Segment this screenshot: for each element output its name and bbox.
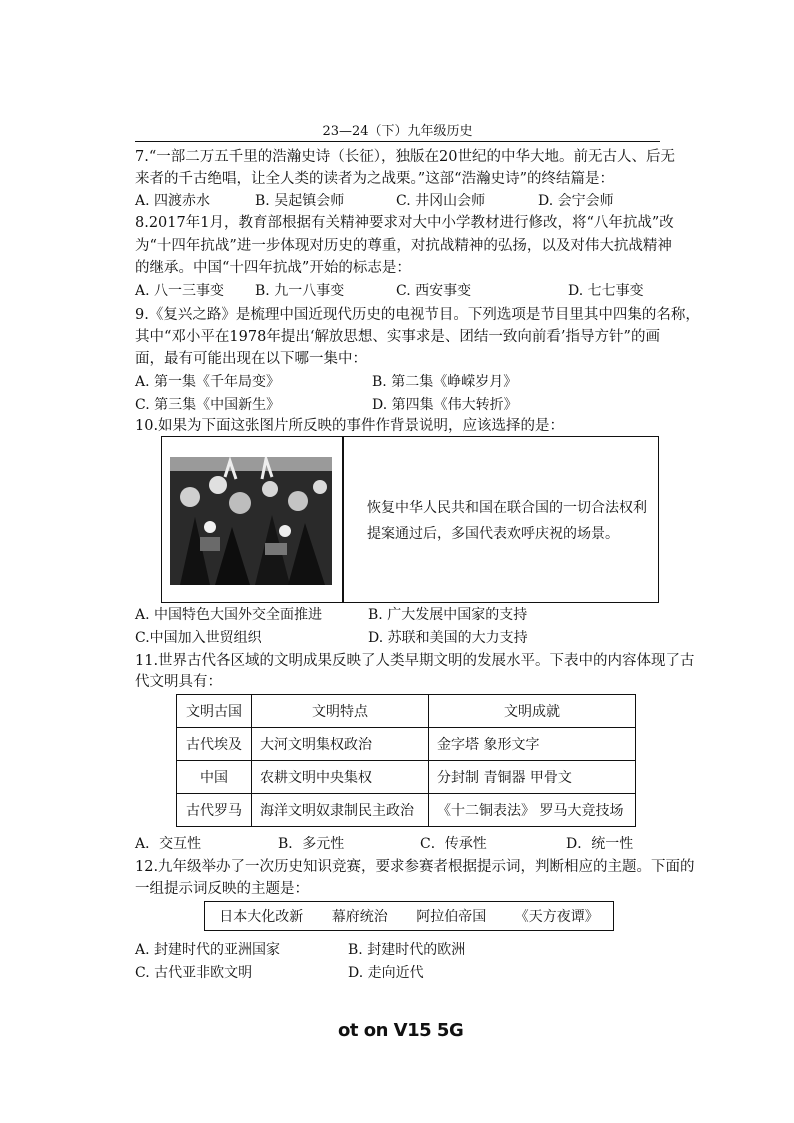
- table-header: 文明古国: [177, 695, 252, 728]
- q9-option-c: C. 第三集《中国新生》: [135, 397, 281, 413]
- keyword-box: [204, 901, 614, 931]
- q9-line-2: 其中“邓小平在1978年提出‘解放思想、实事求是、团结一致向前看’指导方针”的画: [135, 329, 660, 345]
- table-cell: 古代罗马: [177, 794, 252, 827]
- q7-line-1: 7.“一部二万五千里的浩瀚史诗（长征），独版在20世纪的中华大地。前无古人、后无: [135, 149, 675, 165]
- page-header: 23—24（下）九年级历史: [135, 120, 660, 142]
- q10-photo-caption: 恢复中华人民共和国在联合国的一切合法权利提案通过后，多国代表欢呼庆祝的场景。: [367, 500, 647, 542]
- q9-option-a: A. 第一集《千年局变》: [135, 374, 281, 390]
- table-header: 文明特点: [252, 695, 429, 728]
- q12-line-2: 一组提示词反映的主题是：: [135, 881, 309, 897]
- q11-option-c: C．传承性: [420, 836, 487, 852]
- table-row: [177, 794, 636, 827]
- q9-option-b: B. 第二集《峥嵘岁月》: [372, 374, 518, 390]
- q12-option-d: D. 走向近代: [348, 965, 424, 981]
- q11-option-b: B．多元性: [278, 836, 345, 852]
- table-header: 文明成就: [429, 695, 636, 728]
- table-cell: 大河文明集权政治: [252, 728, 429, 761]
- q7-option-a: A. 四渡赤水: [135, 193, 211, 209]
- table-row: [177, 728, 636, 761]
- q8-line-2: 为“十四年抗战”进一步体现对历史的尊重，对抗战精神的弘扬，以及对伟大抗战精神: [135, 238, 672, 254]
- q8-line-1: 8.2017年1月，教育部根据有关精神要求对大中小学教材进行修改，将“八年抗战”改: [135, 215, 674, 231]
- q12-option-a: A. 封建时代的亚洲国家: [135, 942, 281, 958]
- keyword: 《天方夜谭》: [514, 909, 599, 925]
- q10-option-a: A. 中国特色大国外交全面推进: [135, 607, 323, 623]
- table-cell: 中国: [177, 761, 252, 794]
- q10-line: 10.如果为下面这张图片所反映的事件作背景说明，应该选择的是：: [135, 418, 565, 434]
- q9-line-1: 9.《复兴之路》是梳理中国近现代历史的电视节目。下列选项是节目里其中四集的名称，: [135, 307, 700, 323]
- q12-option-b: B. 封建时代的欧洲: [348, 942, 466, 958]
- q8-option-d: D. 七七事变: [568, 283, 644, 299]
- q9-option-d: D. 第四集《伟大转折》: [372, 397, 518, 413]
- table-cell: 农耕文明中央集权: [252, 761, 429, 794]
- civilization-table: [176, 694, 636, 827]
- q7-option-b: B. 吴起镇会师: [255, 193, 345, 209]
- q9-line-3: 面，最有可能出现在以下哪一集中：: [135, 351, 367, 367]
- table-cell: 分封制 青铜器 甲骨文: [429, 761, 636, 794]
- q8-option-b: B. 九一八事变: [255, 283, 345, 299]
- q8-option-a: A. 八一三事变: [135, 283, 225, 299]
- table-header-row: [177, 695, 636, 728]
- camera-watermark: ot on V15 5G: [338, 1020, 464, 1041]
- q10-option-d: D. 苏联和美国的大力支持: [368, 630, 528, 646]
- q8-option-c: C. 西安事变: [396, 283, 472, 299]
- keyword: 日本大化改新: [219, 909, 304, 925]
- q11-option-a: A．交互性: [135, 836, 202, 852]
- table-cell: 古代埃及: [177, 728, 252, 761]
- un-celebration-photo: [170, 457, 332, 585]
- table-row: [177, 761, 636, 794]
- table-cell: 金字塔 象形文字: [429, 728, 636, 761]
- table-cell: 海洋文明奴隶制民主政治: [252, 794, 429, 827]
- q7-line-2: 来者的千古绝唱，让全人类的读者为之战栗。”这部“浩瀚史诗”的终结篇是：: [135, 171, 614, 187]
- q7-option-c: C. 井冈山会师: [396, 193, 486, 209]
- q10-option-c: C.中国加入世贸组织: [135, 630, 262, 646]
- q7-option-d: D. 会宁会师: [538, 193, 614, 209]
- q12-line-1: 12.九年级举办了一次历史知识竞赛，要求参赛者根据提示词，判断相应的主题。下面的: [135, 859, 695, 875]
- keyword: 阿拉伯帝国: [416, 909, 487, 925]
- crowd-photo-graphic: [170, 457, 332, 585]
- table-cell: 《十二铜表法》 罗马大竞技场: [429, 794, 636, 827]
- q8-line-3: 的继承。中国“十四年抗战”开始的标志是：: [135, 260, 411, 276]
- q10-option-b: B. 广大发展中国家的支持: [368, 607, 528, 623]
- panel-divider: [342, 437, 344, 602]
- q11-line-2: 代文明具有：: [135, 674, 222, 690]
- q11-line-1: 11.世界古代各区域的文明成果反映了人类早期文明的发展水平。下表中的内容体现了古: [135, 653, 695, 669]
- q12-option-c: C. 古代亚非欧文明: [135, 965, 253, 981]
- q10-image-panel: [161, 436, 659, 603]
- keyword: 幕府统治: [331, 909, 388, 925]
- q11-option-d: D．统一性: [566, 836, 634, 852]
